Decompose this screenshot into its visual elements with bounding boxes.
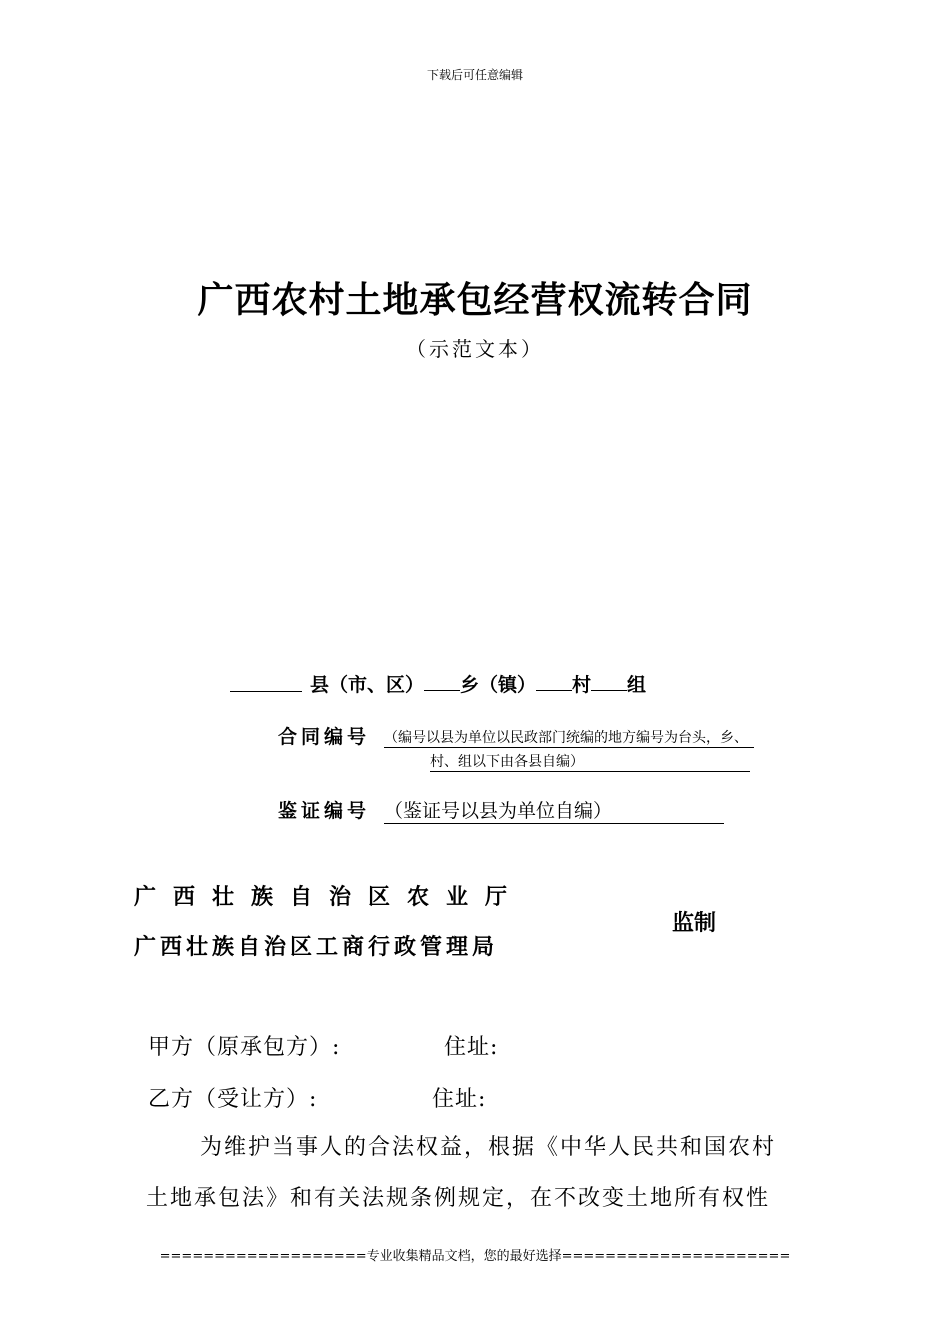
document-subtitle: （示范文本） bbox=[406, 337, 544, 361]
party-a-label: 甲方（原承包方）: bbox=[148, 1035, 341, 1060]
county-label: 县（市、区） bbox=[310, 674, 425, 696]
document-title: 广西农村土地承包经营权流转合同 bbox=[197, 279, 753, 321]
issuer-commerce-bureau: 广西壮族自治区工商行政管理局 bbox=[134, 934, 499, 960]
village-blank[interactable] bbox=[536, 670, 572, 691]
county-blank[interactable] bbox=[230, 690, 302, 692]
supervise-label: 监制 bbox=[672, 910, 717, 936]
village-label: 村 bbox=[572, 674, 592, 696]
group-blank[interactable] bbox=[591, 670, 627, 691]
header-note: 下载后可任意编辑 bbox=[426, 68, 523, 82]
township-blank[interactable] bbox=[424, 670, 460, 691]
group-label: 组 bbox=[627, 674, 647, 696]
body-paragraph-line1: 为维护当事人的合法权益，根据《中华人民共和国农村 bbox=[200, 1135, 777, 1160]
issuer-agriculture-dept: 广西壮族自治区农业厅 bbox=[134, 884, 525, 910]
body-paragraph-line2: 土地承包法》和有关法规条例规定，在不改变土地所有权性 bbox=[146, 1186, 771, 1211]
contract-number-note-line2[interactable]: 村、组以下由各县自编） bbox=[430, 751, 750, 772]
verification-number-label: 鉴证编号 bbox=[278, 800, 371, 822]
township-label: 乡（镇） bbox=[460, 674, 537, 696]
location-line bbox=[310, 670, 646, 697]
contract-number-label: 合同编号 bbox=[278, 726, 371, 748]
contract-number-note-line1[interactable]: （编号以县为单位以民政部门统编的地方编号为台头，乡、 bbox=[384, 727, 754, 748]
party-b-label: 乙方（受让方）: bbox=[148, 1087, 318, 1112]
verification-number-note[interactable]: （鉴证号以县为单位自编） bbox=[384, 796, 724, 824]
party-a-address-label: 住址: bbox=[444, 1035, 499, 1060]
party-b-address-label: 住址: bbox=[432, 1087, 487, 1112]
footer-note: ===================专业收集精品文档，您的最好选择===================== bbox=[159, 1249, 791, 1264]
